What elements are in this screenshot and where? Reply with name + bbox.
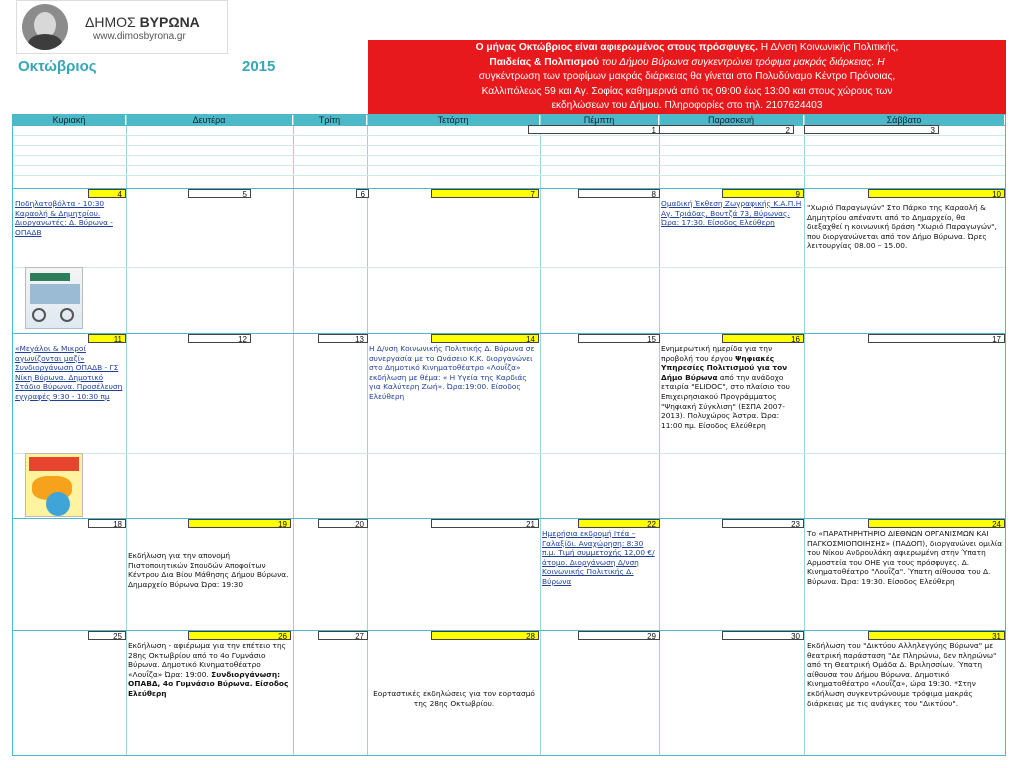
day-number: 6	[356, 189, 369, 198]
day-number: 14	[431, 334, 539, 343]
event-certificates: Εκδήλωση για την απονομή Πιστοποιητικών Σπουδών Αποφοίτων Κέντρου Δια Βίου Μάθησης Δήμου Βύρωνα. Δημαρχείο Βύρωνα Ώρα: 19:30	[128, 551, 289, 589]
day-number: 11	[88, 334, 126, 343]
event-padop-lecture: Το «ΠΑΡΑΤΗΡΗΤΗΡΙΟ ΔΙΕΘΝΩΝ ΟΡΓΑΝΙΣΜΩΝ ΚΑΙ ΠΑΓΚΟΣΜΙΟΠΟΙΗΣΗΣ» (ΠΑΔΟΠ), διοργανώνει ομιλία του Νίκου Ανδρουλάκη αφιερωμένη στην Ύπατη Αρμοστεία του ΟΗΕ για τους πρόσφυγες. Δ. Κινηματοθέατρο "Λουΐζα". Ύπατη αίθουσα του Δ. Βύρωνα. Ώρα: 19:30. Είσοδος Ελεύθερη	[807, 529, 1003, 586]
portrait-icon	[22, 4, 68, 50]
day-number: 22	[578, 519, 660, 528]
notice-line-1: Ο μήνας Οκτώβριος είναι αφιερωμένος στους πρόσφυγες. Η Δ/νση Κοινωνικής Πολιτικής,	[475, 42, 899, 53]
day-number: 28	[431, 631, 539, 640]
row-divider	[13, 175, 1005, 176]
column-divider	[804, 115, 805, 755]
day-number: 5	[188, 189, 251, 198]
day-number: 10	[868, 189, 1005, 198]
day-number: 29	[578, 631, 660, 640]
event-producers-village: "Χωριό Παραγωγών" Στο Πάρκο της Καραολή & Δημητρίου απέναντι από το Δημαρχείο, θα διεξαχθεί η κοινωνική δράση "Χωριό Παραγωγών", που διοργανώνεται από τον Δήμο Βύρωνα. Ώρες λειτουργίας 08.00 – 15.00.	[807, 203, 997, 251]
row-divider	[13, 145, 1005, 146]
refugee-notice	[368, 40, 1006, 114]
day-number: 30	[722, 631, 804, 640]
column-divider	[540, 115, 541, 755]
column-divider	[367, 115, 368, 755]
bike-ride-poster	[25, 267, 83, 329]
row-divider	[13, 135, 1005, 136]
day-number: 8	[578, 189, 660, 198]
weekday-sunday: Κυριακή	[13, 115, 126, 125]
day-number: 3	[804, 125, 939, 134]
day-number: 19	[188, 519, 291, 528]
day-number: 26	[188, 631, 291, 640]
day-number: 7	[431, 189, 539, 198]
weekday-wednesday: Τετάρτη	[367, 115, 540, 125]
row-divider	[13, 165, 1005, 166]
row-divider	[13, 267, 1005, 268]
year-title: 2015	[242, 58, 276, 75]
day-number: 23	[722, 519, 804, 528]
event-28th-october-tribute: Εκδήλωση - αφιέρωμα για την επέτειο της 28ης Οκτωβρίου από το 4ο Γυμνάσιο Βύρωνα. Δημοτικό Κινηματοθέατρο «Λουΐζα» Ώρα: 19:00. Συνδιοργάνωση: ΟΠΑΒΔ, 4ο Γυμνάσιο Βύρωνα. Είσοδος Ελεύθερη	[128, 641, 289, 698]
day-number: 1	[528, 125, 660, 134]
day-number: 13	[318, 334, 368, 343]
day-number: 16	[722, 334, 804, 343]
column-divider	[293, 115, 294, 755]
weekday-friday: Παρασκευή	[659, 115, 804, 125]
weekday-saturday: Σάββατο	[804, 115, 1005, 125]
notice-line-2: Παιδείας & Πολιτισμού του Δήμου Βύρωνα συγκεντρώνει τρόφιμα μακράς διάρκειας. Η	[489, 56, 885, 68]
day-number: 25	[88, 631, 126, 640]
municipality-logo[interactable]	[16, 0, 228, 54]
day-number: 17	[868, 334, 1005, 343]
calendar-grid	[12, 114, 1006, 756]
weekday-tuesday: Τρίτη	[293, 115, 367, 125]
month-title: Οκτώβριος	[18, 58, 97, 75]
logo-url: www.dimosbyrona.gr	[93, 31, 186, 42]
day-number: 21	[431, 519, 539, 528]
event-heart-health[interactable]: Η Δ/νση Κοινωνικής Πολιτικής Δ. Βύρωνα σε συνεργασία με το Ωνάσειο Κ.Κ. διοργανώνει στο Δημοτικό Κινηματοθέατρο «Λουΐζα» εκδήλωση με θέμα: « Η Υγεία της Καρδιάς για Καλύτερη Ζωή». Ώρα:19:00. Είσοδος Ελεύθερη	[369, 344, 535, 401]
day-number: 20	[318, 519, 368, 528]
day-number: 2	[659, 125, 794, 134]
row-divider	[13, 155, 1005, 156]
notice-line-5: εκδηλώσεων του Δήμου. Πληροφορίες στο τηλ. 2107624403	[551, 100, 823, 112]
weekday-thursday: Πέμπτη	[540, 115, 659, 125]
day-number: 9	[722, 189, 804, 198]
row-divider	[13, 453, 1005, 454]
day-number: 4	[88, 189, 126, 198]
event-national-holiday: Εορταστικές εκδηλώσεις για τον εορτασμό της 28ης Οκτωβρίου.	[373, 689, 535, 708]
event-big-and-small[interactable]: «Μεγάλοι & Μικροί αγωνίζονται μαζί» Συνδιοργάνωση ΟΠΑΔΒ - ΓΣ Νίκη Βύρωνα. Δημοτικό Στάδιο Βύρωνα. Προσέλευση εγγραφές 9:30 - 10:30 πμ	[15, 344, 123, 401]
column-divider	[659, 115, 660, 755]
weekday-monday: Δευτέρα	[126, 115, 293, 125]
notice-line-3: συγκέντρωση των τροφίμων μακράς διάρκειας θα γίνεται στο Πολυδύναμο Κέντρο Πρόνοιας,	[478, 71, 896, 83]
event-bike-ride[interactable]: Ποδηλατοβόλτα - 10:30 Καραολή & Δημητρίου. Διοργανωτές: Δ. Βύρωνα - ΟΠΑΔΒ	[15, 199, 113, 237]
day-number: 15	[578, 334, 660, 343]
event-digital-services: Ενημερωτική ημερίδα για την προβολή του έργου Ψηφιακές Υπηρεσίες Πολιτισμού για τον Δήμο Βύρωνα από την ανάδοχο εταιρία "ELIDOC", στο πλαίσιο του Επιχειρησιακού Προγράμματος "Ψηφιακή Σύγκλιση" (ΕΣΠΑ 2007-2013). Πολυχώρος Άστρα. Ώρα: 11:00 πμ. Είσοδος Ελεύθερη	[661, 344, 790, 430]
column-divider	[126, 115, 127, 755]
event-day-trip[interactable]: Ημερήσια εκδρομή Ιτέα – Γαλαξίδι. Αναχώρηση: 8:30 π.μ. Τιμή συμμετοχής 12,00 €/άτομο. Διοργάνωση Δ/νση Κοινωνικής Πολιτικής Δ. Βύρωνα	[542, 529, 655, 586]
day-number: 31	[868, 631, 1005, 640]
day-number: 12	[188, 334, 251, 343]
event-painting-exhibition[interactable]: Ομαδική Έκθεση Ζωγραφικής Κ.Α.Π.Η Αγ. Τριάδας, Βουτζά 73, Βύρωνας. Ώρα: 17:30. Είσοδος Ελεύθερη	[661, 199, 802, 228]
notice-line-4: Καλλιπόλεως 59 και Αγ. Σοφίας καθημερινά από τις 09:00 έως 13:00 και στους χώρους των	[481, 85, 893, 97]
logo-name: ΔΗΜΟΣ ΒΥΡΩΝΑ	[85, 14, 200, 30]
day-number: 18	[88, 519, 126, 528]
event-solidarity-network: Εκδήλωση του "Δικτύου Αλληλεγγύης Βύρωνα" με θεατρική παράσταση "Δε Πληρώνω, δεν πληρώνω" από τη Θεατρική Ομάδα Δ. Βριλησσίων. Ύπατη αίθουσα του Δήμου Βύρωνα. Δημοτικό Κινηματοθέατρο «Λουΐζα», ώρα 19:30. *Στην εκδήλωση συγκεντρώνουμε τρόφιμα μακράς διάρκειας με τις ανάγκες του "Δικτύου".	[807, 641, 997, 708]
sports-event-poster	[25, 453, 83, 517]
day-number: 24	[868, 519, 1005, 528]
day-number: 27	[318, 631, 368, 640]
